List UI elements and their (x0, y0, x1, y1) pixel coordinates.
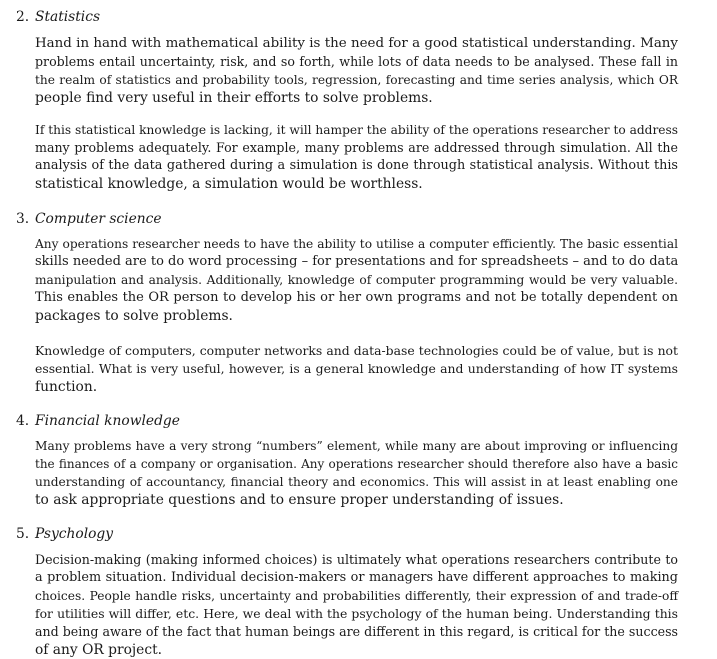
text-line: understanding of accountancy, financial theory and economics. This will assist in at least enabling one (35, 475, 678, 489)
text-line: packages to solve problems. (35, 308, 233, 324)
text-line: and being aware of the fact that human beings are different in this regard, is critical for the success (35, 624, 678, 639)
text-line: essential. What is very useful, however, is a general knowledge and understanding of how IT systems (35, 361, 678, 376)
text-line: function. (35, 379, 98, 395)
paragraph (35, 121, 678, 193)
section-title: Computer science (35, 211, 162, 227)
text-line: manipulation and analysis. Additionally, knowledge of computer programming would be very valuable. (35, 273, 678, 287)
section-heading (16, 210, 162, 228)
text-line: statistical knowledge, a simulation would be worthless. (35, 176, 423, 192)
text-line: skills needed are to do word processing – for presentations and for spreadsheets – and to do data (35, 254, 679, 269)
text-line: Many problems have a very strong “numbers” element, while many are about improving or influencing (35, 439, 678, 453)
text-line: a problem situation. Individual decision-makers or managers have different approaches to making (35, 570, 678, 585)
paragraph (35, 437, 678, 509)
text-line: analysis of the data gathered during a simulation is done through statistical analysis. Without this (35, 158, 678, 173)
section-number: 2. (16, 9, 30, 25)
section-number: 5. (16, 526, 30, 542)
text-line: the finances of a company or organisation. Any operations researcher should therefore also have a basic (35, 457, 678, 471)
text-line: to ask appropriate questions and to ensure proper understanding of issues. (35, 492, 564, 508)
text-line: many problems adequately. For example, many problems are addressed through simulation. All the (35, 140, 678, 155)
text-line: This enables the OR person to develop his or her own programs and not be totally dependent on (35, 290, 678, 305)
section-number: 4. (16, 413, 30, 429)
section-title: Financial knowledge (35, 413, 180, 429)
section-title: Statistics (35, 9, 101, 25)
section-heading (16, 525, 113, 543)
text-line: of any OR project. (35, 642, 163, 658)
text-line: Decision-making (making informed choices) is ultimately what operations researchers contribute to (35, 552, 678, 567)
text-line: Any operations researcher needs to have the ability to utilise a computer efficiently. The basic essential (35, 237, 678, 251)
paragraph (35, 35, 678, 107)
section-heading (16, 412, 180, 430)
text-line: Knowledge of computers, computer networks and data-base technologies could be of value, but is not (35, 343, 678, 358)
text-line: for utilities will differ, etc. Here, we deal with the psychology of the human being. Understanding this (35, 606, 678, 621)
paragraph (35, 551, 678, 659)
text-line: the realm of statistics and probability tools, regression, forecasting and time series analysis, which OR (35, 73, 678, 87)
text-line: people find very useful in their efforts to solve problems. (35, 90, 433, 106)
paragraph (35, 235, 678, 325)
text-line: If this statistical knowledge is lacking, it will hamper the ability of the operations researcher to address (35, 123, 678, 137)
text-line: choices. People handle risks, uncertainty and probabilities differently, their expression of and trade-off (35, 589, 678, 603)
section-heading (16, 8, 100, 26)
text-line: Hand in hand with mathematical ability is the need for a good statistical understanding. Many (35, 36, 678, 51)
paragraph (35, 342, 678, 396)
section-number: 3. (16, 211, 30, 227)
section-title: Psychology (35, 526, 114, 542)
text-line: problems entail uncertainty, risk, and so forth, while lots of data needs to be analysed. These fall in (35, 54, 678, 69)
